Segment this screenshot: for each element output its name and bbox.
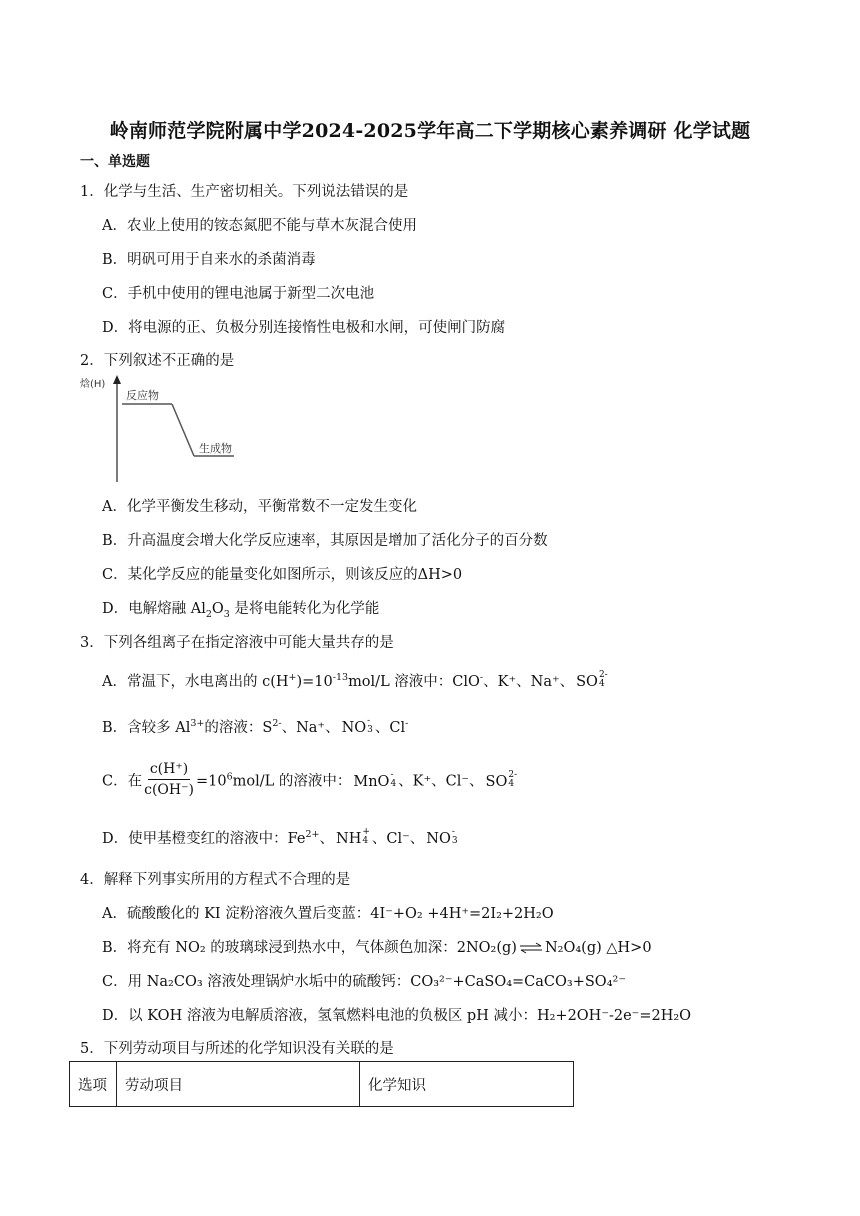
table-header-cell: 选项 <box>70 1062 117 1107</box>
question-2-stem: 2．下列叙述不正确的是 <box>80 353 235 369</box>
question-1-stem: 1．化学与生活、生产密切相关。下列说法错误的是 <box>80 184 409 200</box>
q5-table <box>69 1061 574 1107</box>
q4-option-c: C．用 Na₂CO₃ 溶液处理锅炉水垢中的硫酸钙：CO₃²⁻+CaSO₄=CaCO₃+SO₄²⁻ <box>102 974 626 990</box>
q3-option-a: A．常温下，水电离出的 $c(H^+)=10^{-13}mol/L$ 溶液中：ClO-、K⁺、Na⁺、 SO 2- 4 <box>102 670 608 690</box>
q4-option-a: A．硫酸酸化的 KI 淀粉溶液久置后变蓝：4I⁻+O₂ +4H⁺=2I₂+2H₂O <box>102 906 554 922</box>
q3-option-b: B．含较多 $Al^{3+}$的溶液：$S^{2-}$、Na⁺、 NO - 3 、Cl- <box>102 716 409 736</box>
q1-option-c: C．手机中使用的锂电池属于新型二次电池 <box>102 286 375 302</box>
q2-option-b: B．升高温度会增大化学反应速率，其原因是增加了活化分子的百分数 <box>102 533 548 549</box>
q4-option-d: D．以 KOH 溶液为电解质溶液，氢氧燃料电池的负极区 pH 减小：H₂+2OH⁻-2e⁻=2H₂O <box>102 1008 692 1024</box>
question-4-stem: 4．解释下列事实所用的方程式不合理的是 <box>80 872 351 888</box>
product-label: 生成物 <box>199 442 232 455</box>
section-heading: 一、单选题 <box>80 154 150 170</box>
table-header-row <box>70 1062 574 1107</box>
reactant-label: 反应物 <box>126 389 159 402</box>
table-header-cell: 化学知识 <box>360 1062 574 1107</box>
q3-option-d: D．使甲基橙变红的溶液中：$Fe^{2+}$、 NH + 4 、Cl⁻、 NO - 3 <box>102 827 458 847</box>
q4-option-b: B．将充有 NO₂ 的玻璃球浸到热水中，气体颜色加深：2NO₂(g) N₂O₄(g) △H>0 <box>102 940 652 956</box>
q3-option-c: C．在 $\frac{c(H^+)}{c(OH^-)}$ $=10^6mol/L$ 的溶液中： MnO - 4 、K⁺、Cl⁻、 SO 2- 4 <box>102 761 518 798</box>
q2-option-a: A．化学平衡发生移动，平衡常数不一定发生变化 <box>102 499 417 515</box>
q1-option-b: B．明矾可用于自来水的杀菌消毒 <box>102 252 316 268</box>
table-header-cell: 劳动项目 <box>117 1062 360 1107</box>
concentration-ratio: $\frac{c(H^+)}{c(OH^-)}$ <box>144 761 194 798</box>
q2-option-d: D．电解熔融 $Al_2O_3$ 是将电能转化为化学能 <box>102 601 380 620</box>
q1-option-d: D．将电源的正、负极分别连接惰性电极和水闸，可使闸门防腐 <box>102 320 506 336</box>
question-3-stem: 3．下列各组离子在指定溶液中可能大量共存的是 <box>80 635 394 651</box>
q1-option-a: A．农业上使用的铵态氮肥不能与草木灰混合使用 <box>102 218 417 234</box>
q2-option-c: C．某化学反应的能量变化如图所示，则该反应的ΔH>0 <box>102 567 463 583</box>
enthalpy-diagram <box>80 372 250 488</box>
question-5-stem: 5．下列劳动项目与所述的化学知识没有关联的是 <box>80 1041 394 1057</box>
equilibrium-arrow-icon <box>519 942 543 954</box>
page-title: 岭南师范学院附属中学2024-2025学年高二下学期核心素养调研 化学试题 <box>109 120 751 142</box>
enthalpy-axis-label: 焓(H) <box>80 379 106 390</box>
